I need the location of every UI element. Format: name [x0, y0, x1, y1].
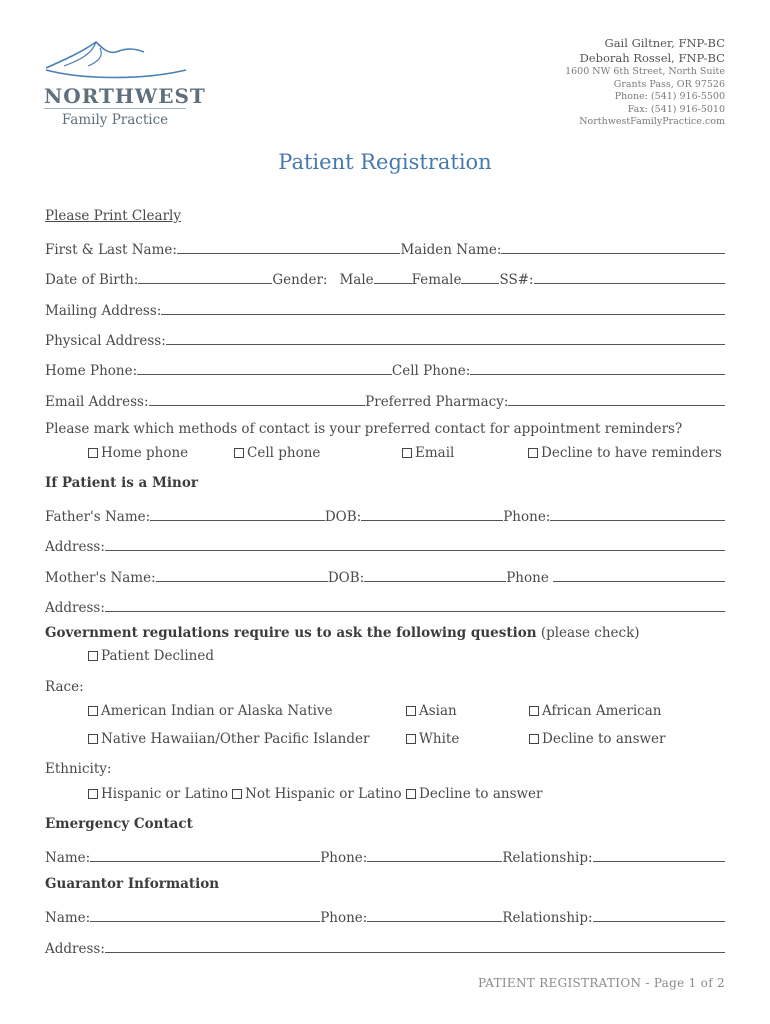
option-label: Decline to answer: [542, 731, 666, 747]
option-label: Decline to answer: [419, 786, 543, 802]
checkbox[interactable]: [234, 448, 244, 458]
mother-dob-field[interactable]: [364, 581, 506, 582]
father-dob-label: DOB:: [324, 509, 362, 525]
page-title: Patient Registration: [278, 150, 492, 174]
mother-name-label: Mother's Name:: [45, 570, 156, 586]
checkbox[interactable]: [528, 448, 538, 458]
government-question-heading: [45, 625, 640, 641]
brand-divider: [44, 108, 186, 109]
checkbox[interactable]: [406, 734, 416, 744]
contact-option-decline[interactable]: [528, 445, 722, 461]
option-label: Native Hawaiian/Other Pacific Islander: [101, 731, 370, 747]
emergency-phone-label: Phone:: [320, 850, 368, 866]
option-label: Asian: [419, 703, 457, 719]
dob-field[interactable]: [138, 283, 272, 284]
father-name-label: Father's Name:: [45, 509, 151, 525]
minor-section-heading: If Patient is a Minor: [45, 475, 198, 491]
provider-name: Gail Giltner, FNP-BC: [604, 36, 725, 50]
option-label: Not Hispanic or Latino: [245, 786, 402, 802]
race-option-american-indian[interactable]: [88, 703, 333, 719]
emergency-contact-heading: Emergency Contact: [45, 816, 193, 832]
government-question-text: Government regulations require us to ask the following question: [45, 625, 537, 641]
ss-label: SS#:: [499, 272, 534, 288]
checkbox[interactable]: [88, 789, 98, 799]
maiden-name-field[interactable]: [501, 253, 725, 254]
female-field[interactable]: [461, 283, 499, 284]
first-last-name-label: First & Last Name:: [45, 242, 177, 258]
guarantor-relationship-label: Relationship:: [502, 910, 593, 926]
option-label: Email: [415, 445, 455, 461]
race-option-native-hawaiian[interactable]: [88, 731, 369, 747]
guarantor-heading: Guarantor Information: [45, 876, 220, 892]
home-phone-field[interactable]: [137, 374, 392, 375]
option-label: White: [419, 731, 460, 747]
male-label: Male: [339, 272, 374, 288]
guarantor-phone-field[interactable]: [367, 921, 502, 922]
street-address: 1600 NW 6th Street, North Suite: [565, 66, 725, 77]
race-option-asian[interactable]: [406, 703, 457, 719]
fax-number: Fax: (541) 916-5010: [627, 103, 725, 115]
ethnicity-option-hispanic[interactable]: [88, 786, 228, 802]
contact-preference-question: Please mark which methods of contact is your preferred contact for appointment reminders?: [45, 421, 683, 437]
cell-phone-field[interactable]: [470, 374, 725, 375]
print-clearly-note: Please Print Clearly: [45, 208, 181, 224]
father-dob-field[interactable]: [361, 520, 503, 521]
mother-dob-label: DOB:: [327, 570, 365, 586]
ethnicity-option-decline[interactable]: [406, 786, 543, 802]
mailing-address-label: Mailing Address:: [45, 303, 162, 319]
father-address-label: Address:: [45, 539, 105, 555]
brand-subtitle: Family Practice: [61, 112, 169, 128]
female-label: Female: [411, 272, 462, 288]
home-phone-label: Home Phone:: [45, 363, 138, 379]
ss-field[interactable]: [534, 283, 725, 284]
phone-number: Phone: (541) 916-5500: [614, 91, 725, 102]
physical-address-label: Physical Address:: [45, 333, 166, 349]
page-footer: PATIENT REGISTRATION - Page 1 of 2: [477, 976, 725, 990]
mother-name-field[interactable]: [156, 581, 328, 582]
race-option-african-american[interactable]: [529, 703, 662, 719]
pharmacy-field[interactable]: [508, 405, 725, 406]
father-address-field[interactable]: [105, 550, 725, 551]
contact-option-home-phone[interactable]: [88, 445, 188, 461]
dob-label: Date of Birth:: [45, 272, 139, 288]
mother-phone-label: Phone: [506, 570, 549, 586]
father-name-field[interactable]: [150, 520, 325, 521]
emergency-name-field[interactable]: [90, 861, 320, 862]
checkbox[interactable]: [88, 706, 98, 716]
please-check-note: (please check): [540, 625, 640, 641]
emergency-name-label: Name:: [45, 850, 91, 866]
option-label: Patient Declined: [101, 648, 215, 664]
practice-contact-block: [565, 36, 725, 129]
checkbox[interactable]: [402, 448, 412, 458]
guarantor-address-field[interactable]: [105, 952, 725, 953]
provider-name: Deborah Rossel, FNP-BC: [579, 51, 725, 65]
checkbox[interactable]: [529, 734, 539, 744]
email-field[interactable]: [149, 405, 366, 406]
ethnicity-option-not-hispanic[interactable]: [232, 786, 402, 802]
contact-option-cell-phone[interactable]: [234, 445, 320, 461]
mailing-address-field[interactable]: [161, 314, 725, 315]
first-last-name-field[interactable]: [177, 253, 401, 254]
pharmacy-label: Preferred Pharmacy:: [365, 394, 509, 410]
brand-name: NORTHWEST: [44, 84, 206, 108]
checkbox[interactable]: [406, 706, 416, 716]
guarantor-name-label: Name:: [45, 910, 91, 926]
emergency-relationship-label: Relationship:: [502, 850, 593, 866]
guarantor-name-field[interactable]: [90, 921, 320, 922]
mother-address-field[interactable]: [105, 611, 725, 612]
emergency-phone-field[interactable]: [367, 861, 502, 862]
option-label: American Indian or Alaska Native: [101, 703, 333, 719]
physical-address-field[interactable]: [166, 344, 725, 345]
option-label: Cell phone: [247, 445, 321, 461]
emergency-relationship-field[interactable]: [593, 861, 725, 862]
option-label: Home phone: [101, 445, 189, 461]
city-address: Grants Pass, OR 97526: [613, 78, 725, 90]
checkbox[interactable]: [529, 706, 539, 716]
contact-option-email[interactable]: [402, 445, 454, 461]
checkbox[interactable]: [406, 789, 416, 799]
maiden-name-label: Maiden Name:: [400, 242, 502, 258]
option-label: Hispanic or Latino: [101, 786, 229, 802]
father-phone-field[interactable]: [550, 520, 725, 521]
patient-declined-option[interactable]: [88, 648, 214, 664]
mother-phone-field[interactable]: [553, 581, 725, 582]
race-option-white[interactable]: [406, 731, 459, 747]
race-label: Race:: [45, 679, 84, 695]
checkbox[interactable]: [232, 789, 242, 799]
mother-address-label: Address:: [45, 600, 105, 616]
checkbox[interactable]: [88, 448, 98, 458]
guarantor-address-label: Address:: [45, 941, 105, 957]
checkbox[interactable]: [88, 651, 98, 661]
option-label: African American: [542, 703, 662, 719]
ethnicity-label: Ethnicity:: [45, 761, 112, 777]
option-label: Decline to have reminders: [541, 445, 722, 461]
male-field[interactable]: [374, 283, 412, 284]
father-phone-label: Phone:: [503, 509, 551, 525]
guarantor-relationship-field[interactable]: [593, 921, 725, 922]
email-label: Email Address:: [45, 394, 149, 410]
cell-phone-label: Cell Phone:: [391, 363, 471, 379]
checkbox[interactable]: [88, 734, 98, 744]
gender-label: Gender:: [272, 272, 328, 288]
guarantor-phone-label: Phone:: [320, 910, 368, 926]
website: NorthwestFamilyPractice.com: [579, 116, 725, 127]
race-option-decline[interactable]: [529, 731, 666, 747]
